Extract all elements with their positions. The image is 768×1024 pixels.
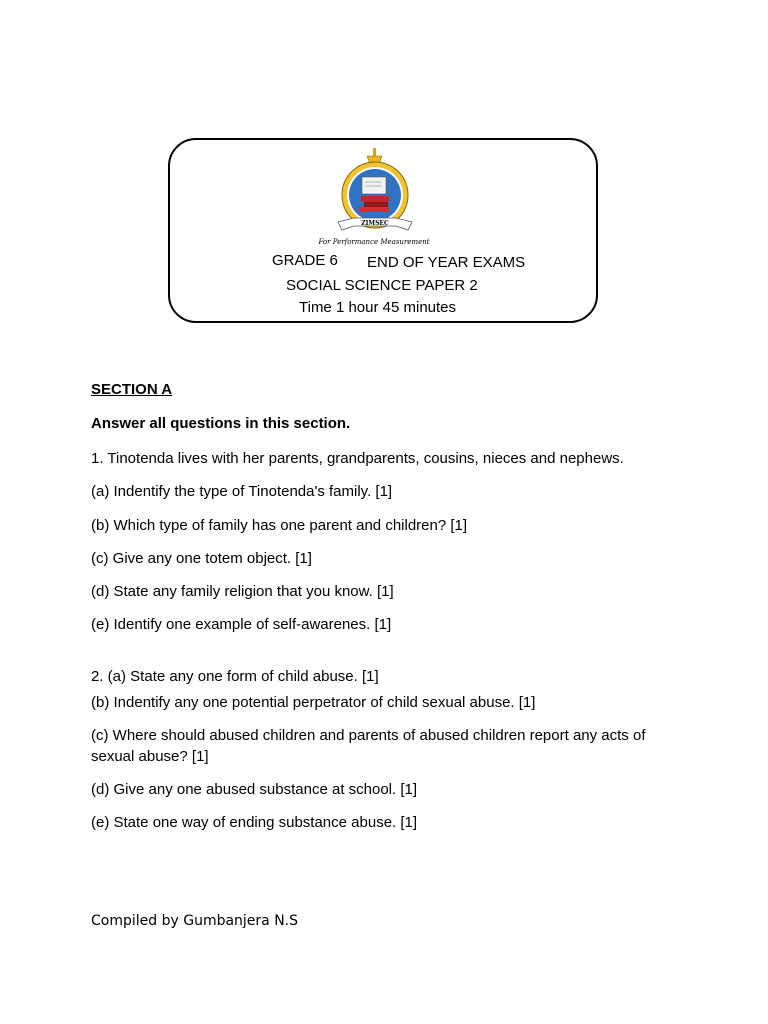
subject-title: SOCIAL SCIENCE PAPER 2 [286, 277, 478, 294]
section-title: SECTION A [91, 381, 173, 398]
question-1e: (e) Identify one example of self-awarenes. [1] [91, 616, 392, 633]
compiler-credit: Compiled by Gumbanjera N.S [91, 913, 299, 929]
question-2c: (c) Where should abused children and parents of abused children report any acts of sexual abuse? [1] [91, 727, 646, 765]
time-allowed: Time 1 hour 45 minutes [299, 299, 457, 316]
section-instruction: Answer all questions in this section. [91, 415, 351, 432]
exam-title: END OF YEAR EXAMS [367, 254, 526, 271]
grade-label: GRADE 6 [272, 252, 338, 269]
question-1d: (d) State any family religion that you know. [1] [91, 583, 394, 600]
question-1-stem: 1. Tinotenda lives with her parents, grandparents, cousins, nieces and nephews. [91, 450, 624, 467]
question-2e: (e) State one way of ending substance abuse. [1] [91, 814, 418, 831]
question-2d: (d) Give any one abused substance at school. [1] [91, 781, 418, 798]
question-2a: 2. (a) State any one form of child abuse. [1] [91, 668, 379, 685]
zimsec-logo [310, 146, 438, 248]
question-1b: (b) Which type of family has one parent and children? [1] [91, 517, 468, 534]
question-2b: (b) Indentify any one potential perpetrator of child sexual abuse. [1] [91, 694, 536, 711]
question-1a: (a) Indentify the type of Tinotenda's family. [1] [91, 483, 393, 500]
question-1c: (c) Give any one totem object. [1] [91, 550, 312, 567]
logo-tagline: For Performance Measurement [318, 238, 430, 246]
logo-ribbon-text: ZIMSEC [361, 220, 389, 227]
